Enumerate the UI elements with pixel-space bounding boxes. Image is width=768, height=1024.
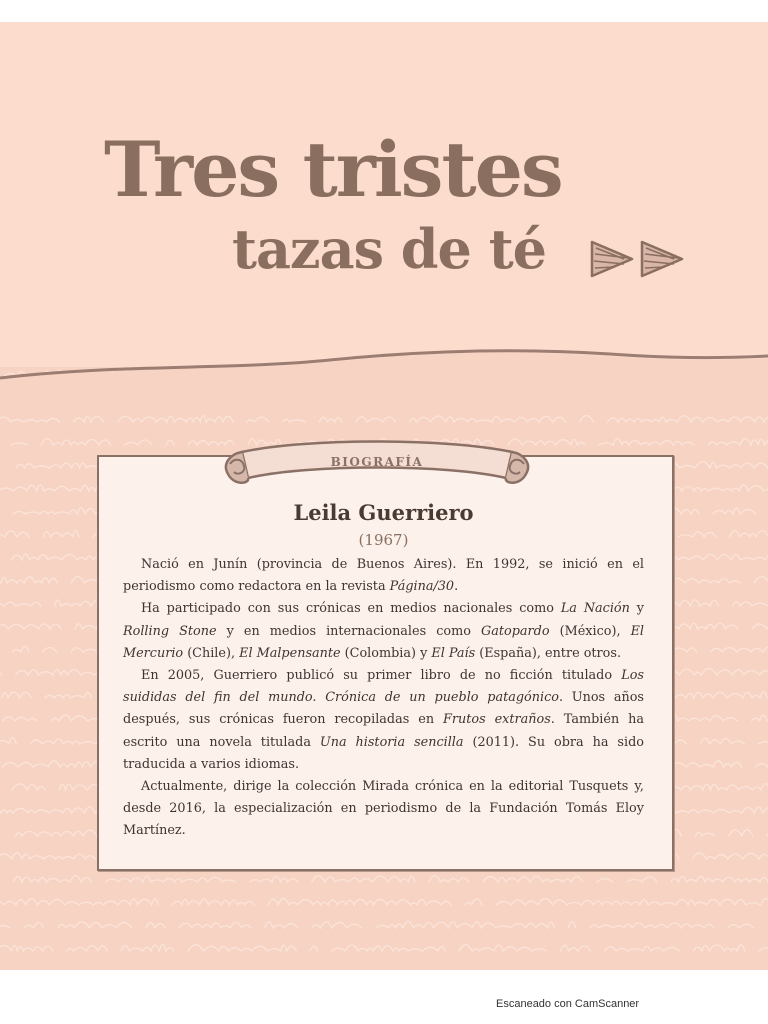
bio-text: (Colombia) y [340, 645, 432, 661]
bio-text: Nació en Junín (provincia de Buenos Aires). En 1992, se inició en el periodismo como redactora en la revista [123, 557, 644, 595]
biography-text [123, 554, 644, 843]
bio-italic-title: El Mercurio [123, 623, 644, 661]
bio-text: y en medios internacionales como [216, 623, 481, 639]
bio-italic-title: Gatopardo [481, 623, 550, 639]
bio-italic-title: El Malpensante [239, 645, 341, 661]
bio-text: . Unos años después, sus crónicas fueron recopiladas en [123, 690, 644, 728]
author-name: Leila Guerriero [293, 500, 474, 525]
bio-paragraph [123, 776, 644, 843]
bio-text: Ha participado con sus crónicas en medios nacionales como [141, 601, 561, 617]
bio-italic-title: Frutos extraños [443, 712, 551, 728]
bio-paragraph [123, 554, 644, 598]
bio-paragraph [123, 665, 644, 776]
bio-text: (2011). Su obra ha sido traducida a varios idiomas. [123, 734, 644, 772]
bio-italic-title: Una historia sencilla [319, 734, 464, 750]
banner-label: BIOGRAFÍA [330, 455, 424, 469]
bio-italic-title: Rolling Stone [123, 623, 217, 639]
bio-italic-title: El País [431, 645, 476, 661]
bio-text: y [629, 601, 644, 617]
bio-text: . [454, 579, 459, 595]
scanner-watermark: Escaneado con CamScanner [496, 998, 640, 1010]
biography-banner [216, 434, 538, 502]
wave-divider [0, 322, 768, 402]
double-arrow-icon [584, 234, 694, 284]
bio-text: . También ha escrito una novela titulada [123, 712, 644, 750]
bio-italic-title: La Nación [560, 601, 630, 617]
title-line-2: tazas de té [232, 217, 547, 281]
bio-text: Actualmente, dirige la colección Mirada crónica en la editorial Tusquets y, desde 2016, la especialización en periodismo de la Fundación Tomás Eloy Martínez. [123, 779, 644, 839]
bio-paragraph [123, 598, 644, 665]
title-line-1: Tres tristes [104, 125, 562, 214]
bio-text: En 2005, Guerriero publicó su primer libro de no ficción titulado [141, 668, 622, 684]
author-birth-year: (1967) [358, 531, 409, 549]
bio-text: (México), [549, 623, 631, 639]
bio-text: (Chile), [183, 645, 240, 661]
bio-italic-title: Los suididas del fin del mundo. Crónica de un pueblo patagónico [123, 668, 644, 706]
bio-text: (España), entre otros. [475, 645, 622, 661]
book-page [0, 22, 768, 970]
bio-italic-title: Página/30 [389, 579, 455, 595]
